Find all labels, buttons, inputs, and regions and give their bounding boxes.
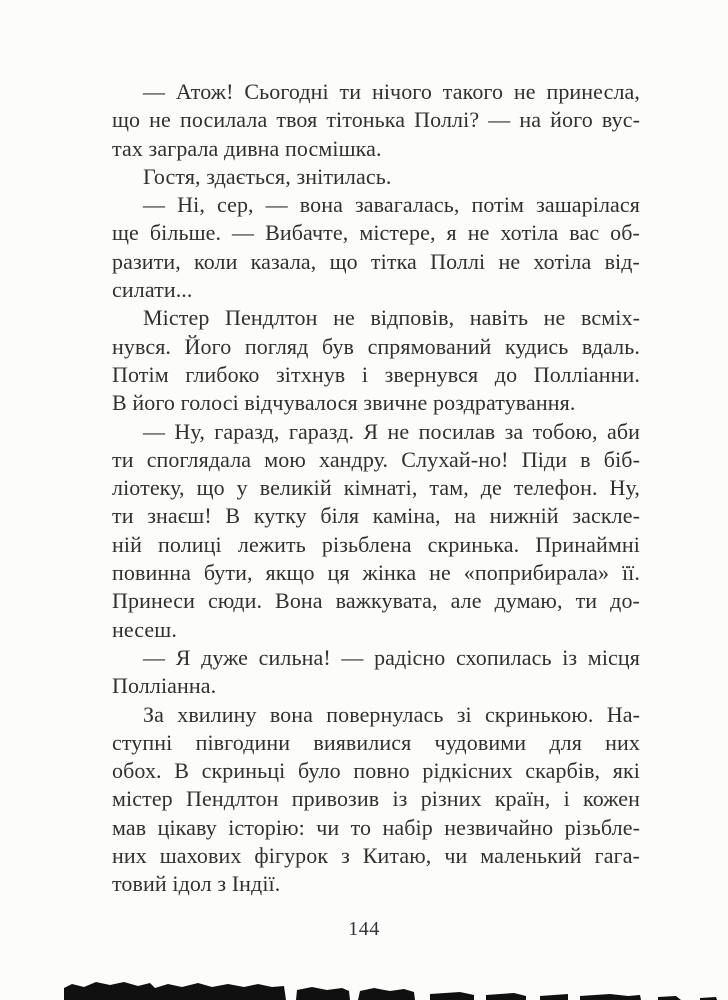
text-line: містер Пендлтон привозив із різних країн, і кожен	[112, 786, 640, 812]
text-line: — Атож! Сьогодні ти нічого такого не принесла,	[143, 79, 640, 104]
text-line: Гостя, здається, знітилась.	[143, 163, 392, 189]
page-number: 144	[348, 918, 380, 940]
text-line: Полліанна.	[112, 673, 217, 699]
text-line: несеш.	[112, 616, 177, 642]
text-line: разити, коли казала, що тітка Поллі не хотіла від-	[112, 248, 640, 274]
text-line: ній полиці лежить різьблена скринька. Принаймні	[112, 531, 640, 557]
text-line: товий ідол з Індії.	[112, 871, 281, 897]
text-line: В його голосі відчувалося звичне роздратування.	[112, 390, 576, 416]
scan-edge-artifact	[0, 978, 728, 1000]
text-line: повинна бути, якщо ця жінка не «поприбирала» її.	[112, 560, 640, 586]
text-line: мав цікаву історію: чи то набір незвичайно різьбле-	[112, 814, 640, 840]
page-text-block	[112, 78, 640, 899]
text-line: — Ні, сер, — вона завагалась, потім зашарілася	[143, 192, 640, 218]
text-line: Принеси сюди. Вона важкувата, але думаю, ти до-	[112, 588, 640, 614]
text-line: Містер Пендлтон не відповів, навіть не всміх-	[143, 305, 640, 331]
text-line: ще більше. — Вибачте, містере, я не хотіла вас об-	[112, 220, 640, 246]
text-line: них шахових фігурок з Китаю, чи маленький гага-	[112, 843, 640, 869]
text-line: ти споглядала мою хандру. Слухай-но! Піди в біб-	[112, 446, 640, 472]
text-line: Потім глибоко зітхнув і звернувся до Полліанни.	[112, 361, 640, 387]
text-line: ступні півгодини виявилися чудовими для них	[112, 729, 640, 755]
text-line: що не посилала твоя тітонька Поллі? — на його вус-	[112, 107, 640, 133]
text-line: ліотеку, що у великій кімнаті, там, де телефон. Ну,	[112, 475, 640, 501]
text-line: За хвилину вона повернулась зі скринькою. На-	[143, 701, 640, 727]
text-line: тах заграла дивна посмішка.	[112, 135, 382, 161]
text-line: ти знаєш! В кутку біля каміна, на нижній заскле-	[112, 503, 640, 529]
text-line: обох. В скриньці було повно рідкісних скарбів, які	[112, 758, 640, 784]
text-line: — Ну, гаразд, гаразд. Я не посилав за тобою, аби	[143, 418, 640, 444]
text-line: силати...	[112, 277, 193, 303]
text-line: — Я дуже сильна! — радісно схопилась із місця	[143, 644, 640, 670]
text-line: нувся. Його погляд був спрямований кудись вдаль.	[112, 333, 640, 359]
